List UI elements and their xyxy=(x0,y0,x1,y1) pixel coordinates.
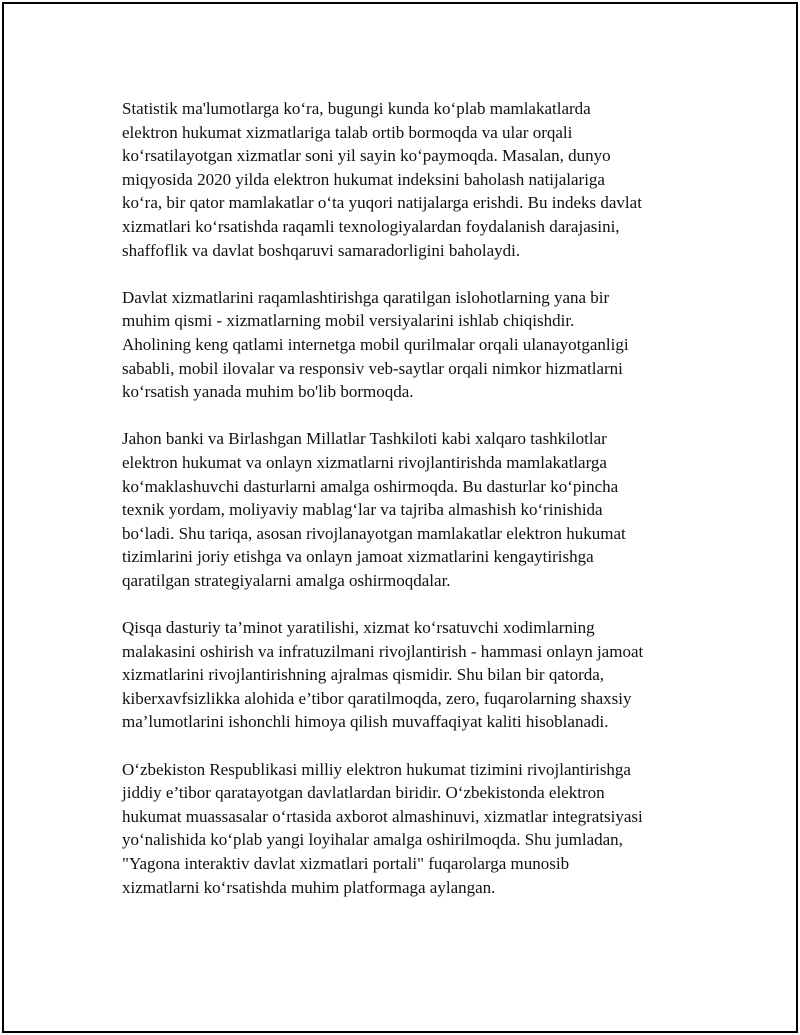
text-line: ko‘maklashuvchi dasturlarni amalga oshirmoqda. Bu dasturlar ko‘pincha xyxy=(122,476,619,496)
text-line: ko‘rsatilayotgan xizmatlar soni yil sayin ko‘paymoqda. Masalan, dunyo xyxy=(122,146,611,166)
text-line: xizmatlarni ko‘rsatishda muhim platformaga aylangan. xyxy=(122,877,496,897)
text-line: yo‘nalishida ko‘plab yangi loyihalar amalga oshirilmoqda. Shu jumladan, xyxy=(122,830,623,850)
text-line: miqyosida 2020 yilda elektron hukumat indeksini baholash natijalariga xyxy=(122,169,605,189)
text-line: ko‘ra, bir qator mamlakatlar o‘ta yuqori natijalarga erishdi. Bu indeks davlat xyxy=(122,193,642,213)
text-line: elektron hukumat xizmatlariga talab ortib bormoqda va ular orqali xyxy=(122,122,573,142)
text-line: jiddiy e’tibor qaratayotgan davlatlardan biridir. O‘zbekistonda elektron xyxy=(122,783,605,803)
text-line: ko‘rsatish yanada muhim bo'lib bormoqda. xyxy=(122,382,414,402)
text-line: malakasini oshirish va infratuzilmani rivojlantirish - hammasi onlayn jamoat xyxy=(122,641,644,661)
paragraph xyxy=(122,427,702,592)
text-line: ma’lumotlarini ishonchli himoya qilish muvaffaqiyat kaliti hisoblanadi. xyxy=(122,712,609,732)
text-line: Statistik ma'lumotlarga ko‘ra, bugungi kunda ko‘plab mamlakatlarda xyxy=(122,99,591,118)
paragraph xyxy=(122,286,702,404)
text-line: texnik yordam, moliyaviy mablag‘lar va tajriba almashish ko‘rinishida xyxy=(122,500,603,520)
text-line: bo‘ladi. Shu tariqa, asosan rivojlanayotgan mamlakatlar elektron hukumat xyxy=(122,523,626,543)
text-line: tizimlarini joriy etishga va onlayn jamoat xizmatlarini kengaytirishga xyxy=(122,547,594,567)
paragraph xyxy=(122,616,702,734)
text-line: xizmatlari ko‘rsatishda raqamli texnologiyalardan foydalanish darajasini, xyxy=(122,216,620,236)
text-line: Qisqa dasturiy ta’minot yaratilishi, xizmat ko‘rsatuvchi xodimlarning xyxy=(122,618,595,638)
text-line: muhim qismi - xizmatlarning mobil versiyalarini ishlab chiqishdir. xyxy=(122,311,575,331)
text-line: elektron hukumat va onlayn xizmatlarni rivojlantirishda mamlakatlarga xyxy=(122,452,607,472)
text-line: Aholining keng qatlami internetga mobil qurilmalar orqali ulanayotganligi xyxy=(122,334,629,354)
text-line: hukumat muassasalar o‘rtasida axborot almashinuvi, xizmatlar integratsiyasi xyxy=(122,806,643,826)
text-line: "Yagona interaktiv davlat xizmatlari portali" fuqarolarga munosib xyxy=(122,854,570,873)
paragraph xyxy=(122,758,702,900)
paragraph xyxy=(122,97,702,262)
text-line: qaratilgan strategiyalarni amalga oshirmoqdalar. xyxy=(122,570,451,590)
text-line: shaffoflik va davlat boshqaruvi samaradorligini baholaydi. xyxy=(122,240,521,260)
document-body xyxy=(122,97,702,923)
text-line: xizmatlarini rivojlantirishning ajralmas qismidir. Shu bilan bir qatorda, xyxy=(122,665,605,685)
page-frame xyxy=(2,2,798,1033)
text-line: Davlat xizmatlarini raqamlashtirishga qaratilgan islohotlarning yana bir xyxy=(122,287,610,307)
text-line: Jahon banki va Birlashgan Millatlar Tashkiloti kabi xalqaro tashkilotlar xyxy=(122,429,607,449)
text-line: O‘zbekiston Respublikasi milliy elektron hukumat tizimini rivojlantirishga xyxy=(122,759,631,779)
text-line: sababli, mobil ilovalar va responsiv veb-saytlar orqali nimkor hizmatlarni xyxy=(122,358,623,378)
text-line: kiberxavfsizlikka alohida e’tibor qaratilmoqda, zero, fuqarolarning shaxsiy xyxy=(122,688,632,708)
